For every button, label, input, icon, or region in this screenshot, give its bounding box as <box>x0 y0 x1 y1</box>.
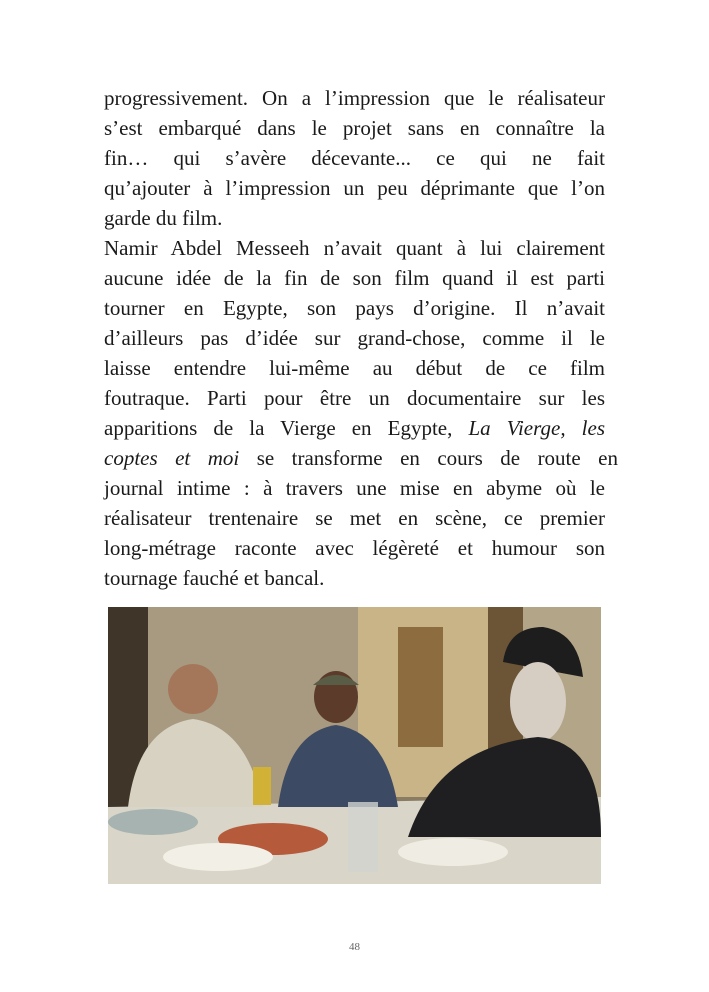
text-line: Namir Abdel Messeeh n’avait quant à lui clairement <box>104 236 605 260</box>
text-line: long-métrage raconte avec légèreté et humour son <box>104 536 605 560</box>
text-line: foutraque. Parti pour être un documentaire sur les <box>104 386 605 410</box>
text-line <box>104 443 618 473</box>
text-line: progressivement. On a l’impression que le réalisateur <box>104 86 605 110</box>
text-line: fin… qui s’avère décevante... ce qui ne fait <box>104 146 605 170</box>
text-line: qu’ajouter à l’impression un peu déprimante que l’on <box>104 176 605 200</box>
text-line: journal intime : à travers une mise en abyme où le <box>104 476 605 500</box>
film-title: coptes et moi <box>104 446 240 470</box>
film-title: La Vierge, les <box>468 416 605 440</box>
text-line: laisse entendre lui-même au début de ce film <box>104 356 605 380</box>
text-line: tourner en Egypte, son pays d’origine. Il n’avait <box>104 296 605 320</box>
body-text <box>104 83 618 593</box>
text-segment: apparitions de la Vierge en Egypte, <box>104 416 469 440</box>
text-line: garde du film. <box>104 206 223 230</box>
text-segment: se transforme en cours de route en <box>239 446 618 470</box>
film-still-photo <box>108 607 601 884</box>
page-number: 48 <box>349 941 360 953</box>
text-line: d’ailleurs pas d’idée sur grand-chose, comme il le <box>104 326 605 350</box>
text-line <box>104 413 605 443</box>
text-line: aucune idée de la fin de son film quand il est parti <box>104 266 605 290</box>
text-line: s’est embarqué dans le projet sans en connaître la <box>104 116 605 140</box>
text-line: tournage fauché et bancal. <box>104 566 325 590</box>
text-line: réalisateur trentenaire se met en scène, ce premier <box>104 506 605 530</box>
